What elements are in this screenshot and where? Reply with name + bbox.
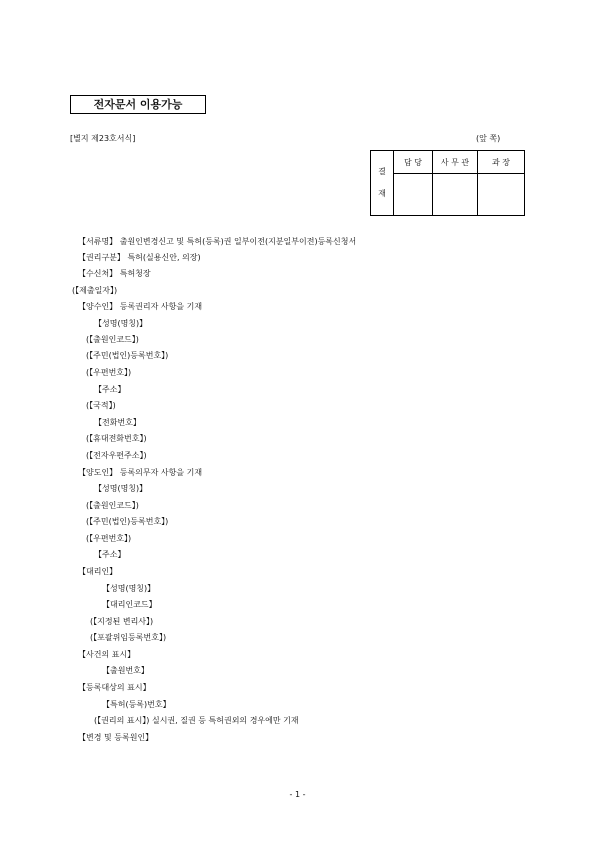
approval-sign-1	[394, 174, 433, 216]
field-assignor-address: 【주소】	[94, 550, 126, 559]
approval-header	[371, 151, 394, 216]
field-assignee-mobile: (【휴대전화번호】)	[86, 434, 147, 443]
field-change-cause: 【변경 및 등록원인】	[78, 733, 154, 742]
field-assignor-postal-code: (【우편번호】)	[86, 534, 132, 543]
field-general-power-number: (【포괄위임등록번호】)	[90, 633, 167, 642]
field-assignor-registration-number: (【주민(법인)등록번호】)	[86, 517, 169, 526]
field-right-indication: (【권리의 표시】) 실시권, 질권 등 특허권외의 경우에만 기재	[94, 716, 299, 725]
field-patent-registration-number: 【특허(등록)번호】	[102, 700, 171, 709]
field-assignee-address: 【주소】	[94, 385, 126, 394]
approval-col-3: 과 장	[478, 151, 525, 174]
field-application-number: 【출원번호】	[102, 666, 149, 675]
field-recipient: 【수신처】 특허청장	[78, 269, 151, 278]
field-agent: 【대리인】	[78, 567, 118, 576]
document-title: 전자문서 이용가능	[70, 95, 206, 114]
field-document-name: 【서류명】 출원인변경신고 및 특허(등록)권 일부이전(지분일부이전)등록신청서	[78, 237, 357, 246]
approval-sign-2	[433, 174, 478, 216]
approval-col-1: 담 당	[394, 151, 433, 174]
field-assignee-name: 【성명(명칭)】	[94, 319, 148, 328]
field-assignee-nationality: (【국적】)	[86, 401, 116, 410]
approval-header-text: 결 재	[378, 167, 386, 198]
field-assignee-email: (【전자우편주소】)	[86, 451, 147, 460]
field-agent-code: 【대리인코드】	[102, 600, 157, 609]
approval-sign-3	[478, 174, 525, 216]
field-submission-date: (【제출일자】)	[72, 286, 118, 295]
side-label: (앞 쪽)	[476, 134, 501, 143]
approval-box	[370, 150, 525, 216]
form-label: [별지 제23호서식]	[70, 134, 136, 143]
field-agent-name: 【성명(명칭)】	[102, 584, 156, 593]
page-number: - 1 -	[289, 790, 306, 799]
field-designated-patent-attorney: (【지정된 변리사】)	[90, 617, 154, 626]
field-assignor-name: 【성명(명칭)】	[94, 484, 148, 493]
field-assignor-applicant-code: (【출원인코드】)	[86, 501, 139, 510]
approval-col-2: 사 무 관	[433, 151, 478, 174]
field-assignor: 【양도인】 등록의무자 사항을 기재	[78, 468, 203, 477]
field-right-type: 【권리구분】 특허(실용신안, 의장)	[78, 253, 201, 262]
field-assignee-applicant-code: (【출원인코드】)	[86, 335, 139, 344]
field-assignee: 【양수인】 등록권리자 사항을 기재	[78, 302, 203, 311]
field-assignee-postal-code: (【우편번호】)	[86, 368, 132, 377]
field-registration-target: 【등록대상의 표시】	[78, 683, 151, 692]
field-assignee-registration-number: (【주민(법인)등록번호】)	[86, 351, 169, 360]
field-assignee-phone: 【전화번호】	[94, 418, 141, 427]
field-case-indication: 【사건의 표시】	[78, 650, 136, 659]
